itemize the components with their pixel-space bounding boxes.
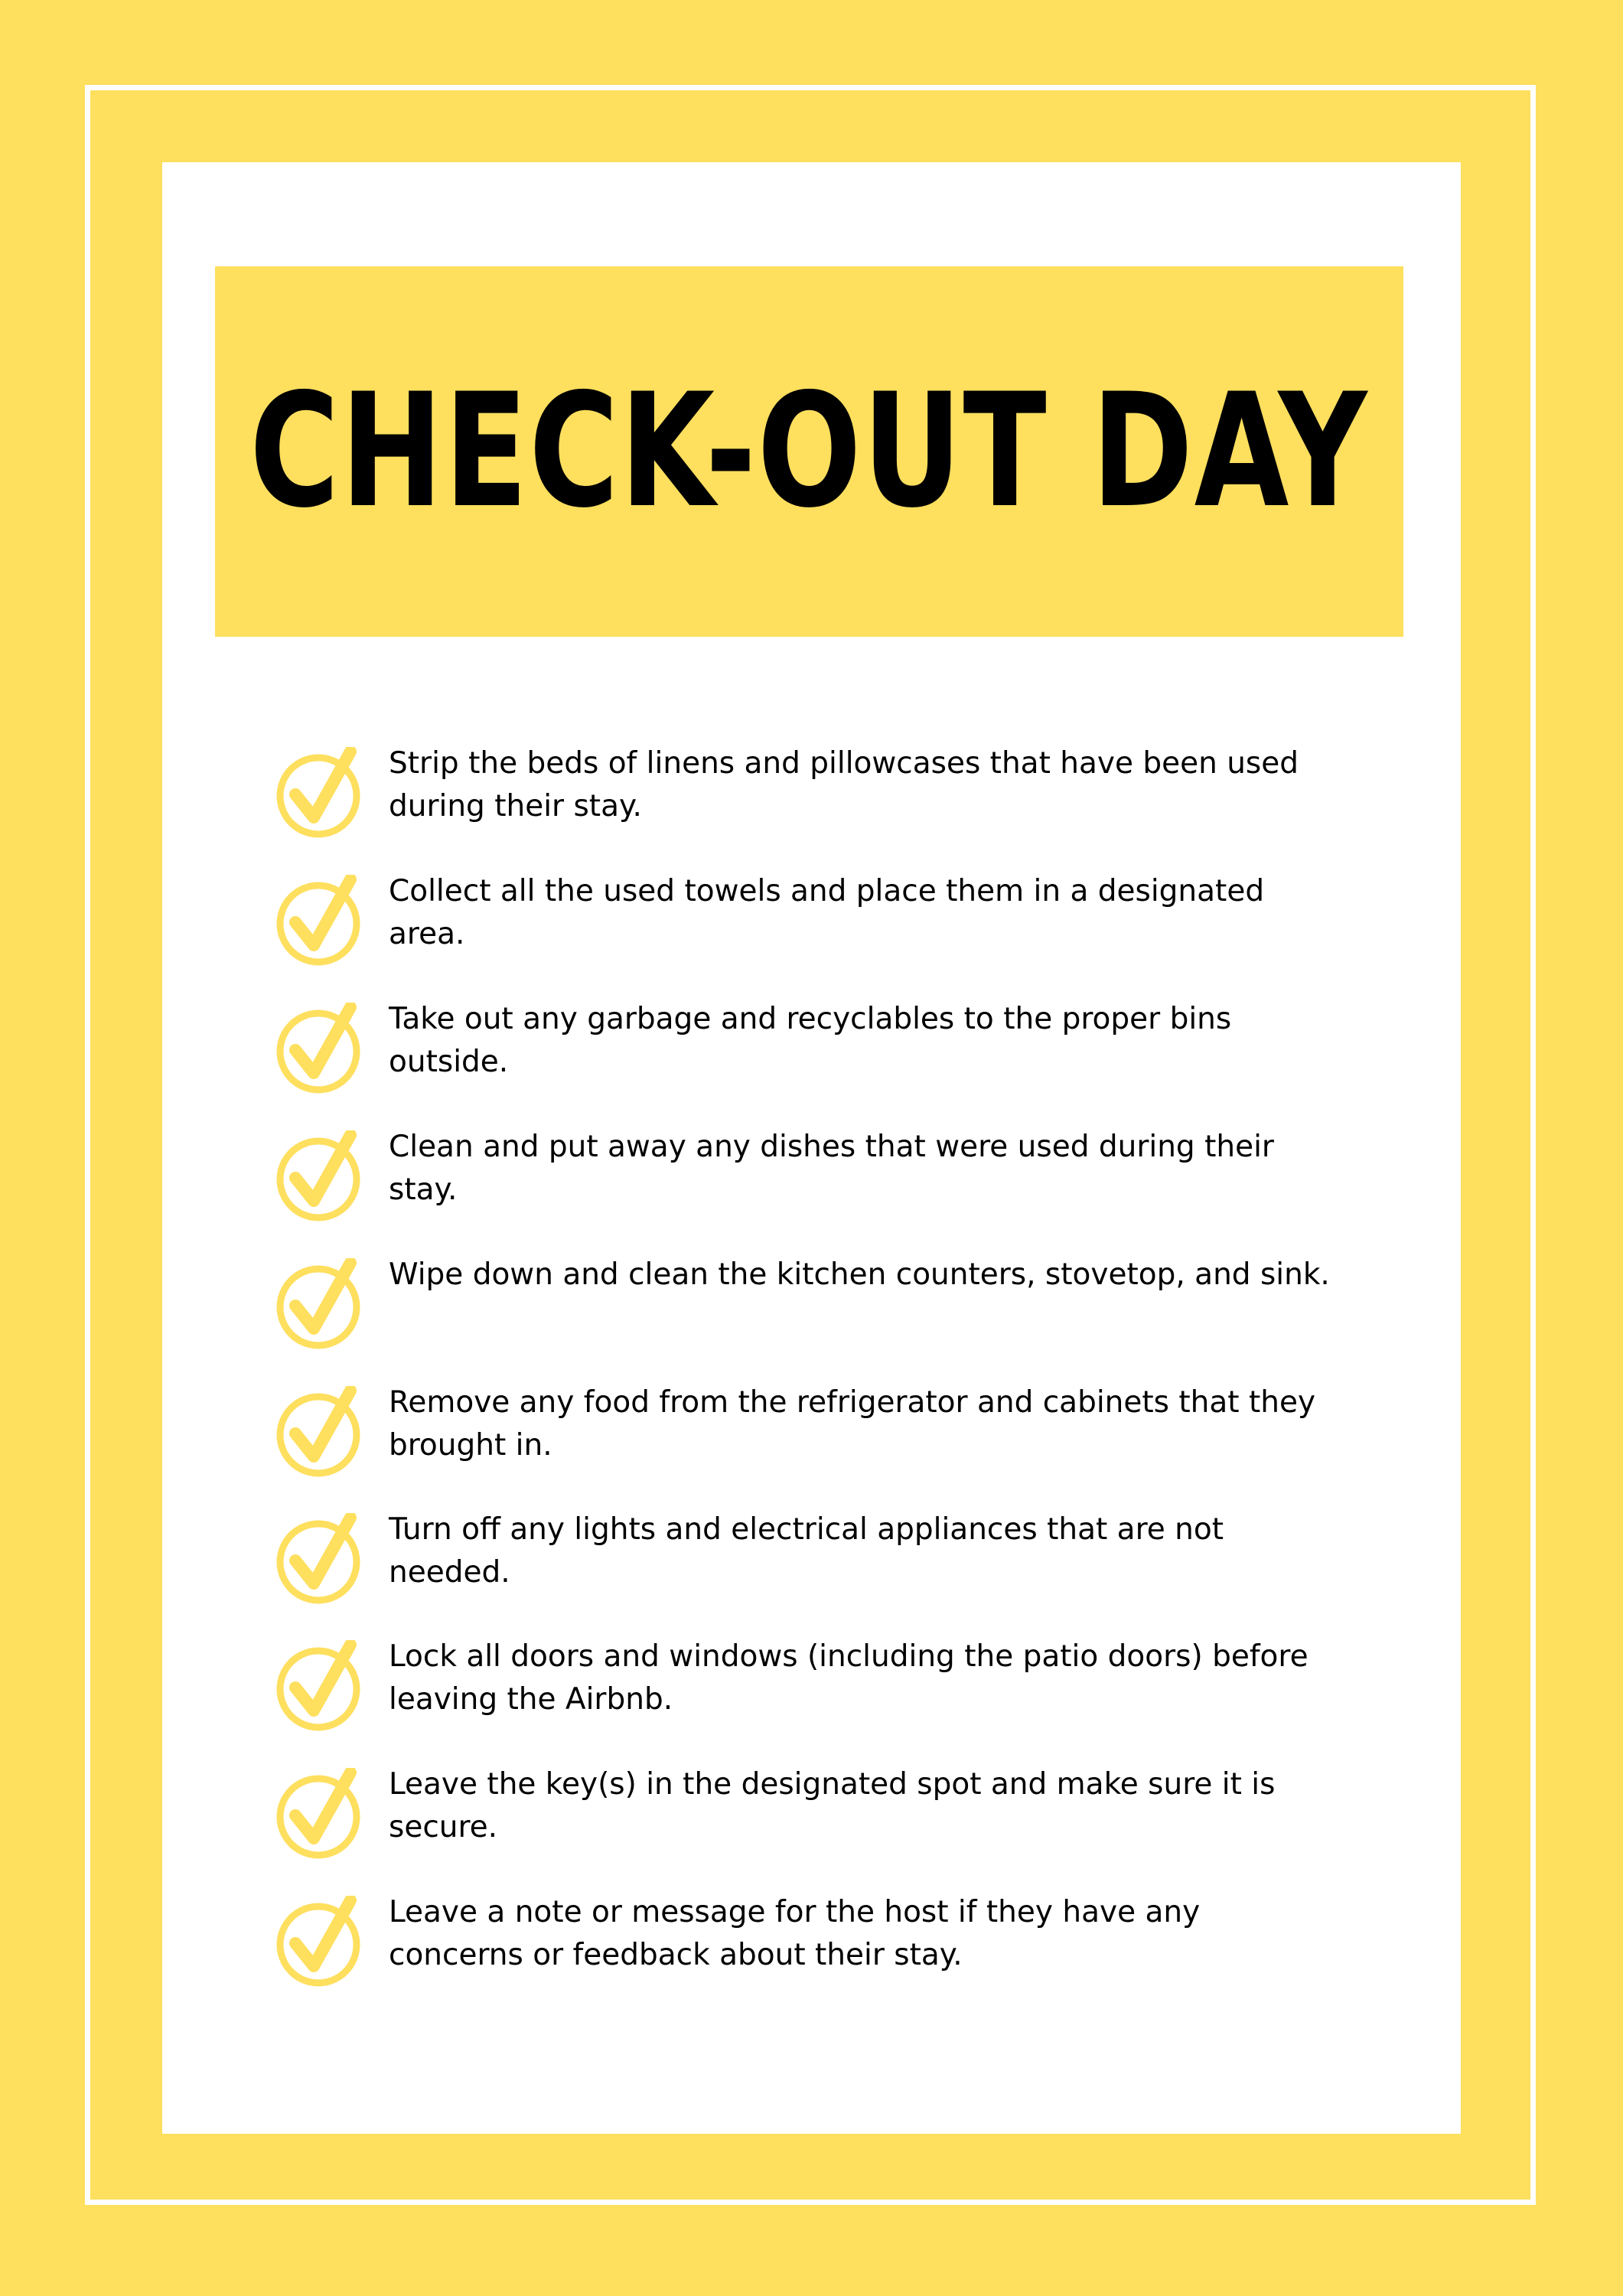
check-circle-icon <box>275 1130 367 1222</box>
list-item-text: Leave a note or message for the host if they have any concerns or feedback about their stay. <box>389 1895 1201 1972</box>
list-item <box>275 742 1347 872</box>
list-item <box>275 870 1347 1000</box>
check-circle-icon <box>275 1513 367 1605</box>
list-item <box>275 1126 1347 1256</box>
list-item-text: Strip the beds of linens and pillowcases that have been used during their stay. <box>389 746 1299 823</box>
list-item-text: Clean and put away any dishes that were used during their stay. <box>389 1130 1274 1207</box>
list-item-text: Lock all doors and windows (including the patio doors) before leaving the Airbnb. <box>389 1639 1309 1717</box>
list-item-text: Take out any garbage and recyclables to the proper bins outside. <box>389 1002 1232 1079</box>
list-item <box>275 1891 1347 2021</box>
check-circle-icon <box>275 747 367 839</box>
list-item-text: Collect all the used towels and place them in a designated area. <box>389 874 1265 951</box>
page-title: CHECK-OUT DAY <box>249 360 1369 543</box>
check-circle-icon <box>275 1003 367 1094</box>
list-item <box>275 1381 1347 1512</box>
list-item-text: Wipe down and clean the kitchen counters, stovetop, and sink. <box>389 1257 1330 1292</box>
list-item <box>275 1636 1347 1766</box>
check-circle-icon <box>275 1896 367 1988</box>
check-circle-icon <box>275 875 367 967</box>
title-banner <box>215 266 1403 637</box>
list-item-text: Turn off any lights and electrical appliances that are not needed. <box>389 1512 1224 1590</box>
list-item <box>275 1763 1347 1893</box>
list-item <box>275 1254 1347 1384</box>
list-item <box>275 998 1347 1128</box>
list-item-text: Leave the key(s) in the designated spot and make sure it is secure. <box>389 1767 1276 1844</box>
check-circle-icon <box>275 1640 367 1732</box>
check-circle-icon <box>275 1386 367 1478</box>
list-item <box>275 1508 1347 1639</box>
check-circle-icon <box>275 1258 367 1350</box>
list-item-text: Remove any food from the refrigerator and cabinets that they brought in. <box>389 1385 1316 1463</box>
check-circle-icon <box>275 1768 367 1860</box>
